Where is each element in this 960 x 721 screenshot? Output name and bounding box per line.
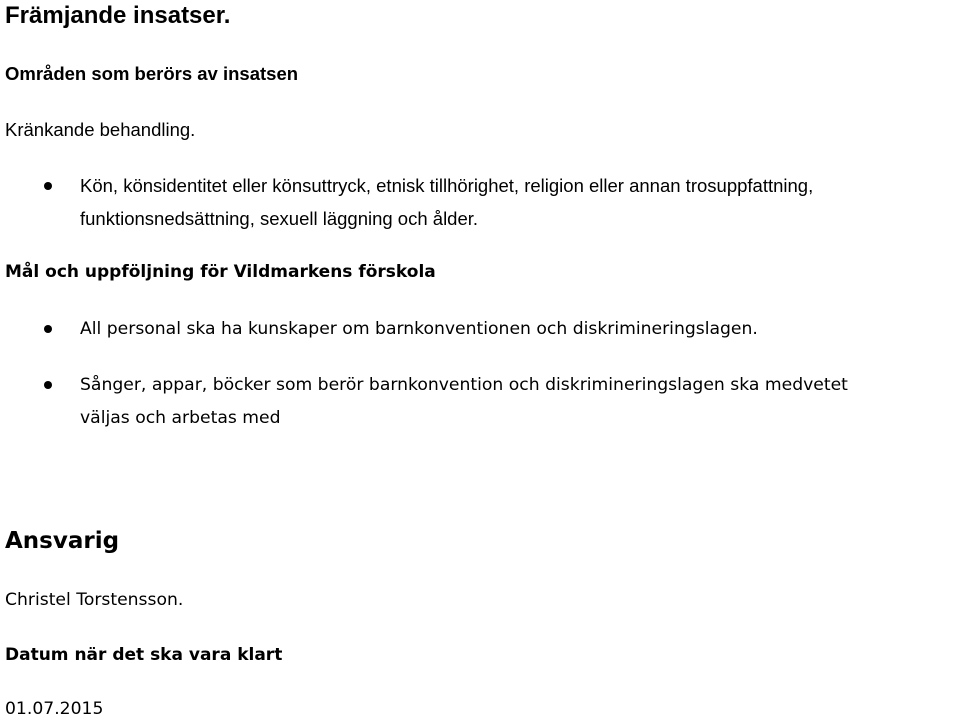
affected-areas-item-line2: funktionsnedsättning, sexuell läggning och ålder. [80,208,479,229]
responsible-heading: Ansvarig [5,528,120,554]
bullet-icon [44,182,52,190]
bullet-icon [44,381,52,389]
goals-item-1: All personal ska ha kunskaper om barnkonventionen och diskrimineringslagen. [80,319,758,339]
deadline-value: 01.07.2015 [5,699,104,719]
goals-heading: Mål och uppföljning för Vildmarkens förskola [5,262,436,282]
document-title: Främjande insatser. [5,2,231,29]
affected-areas-value: Kränkande behandling. [5,119,196,140]
affected-areas-item-line1: Kön, könsidentitet eller könsuttryck, etnisk tillhörighet, religion eller annan trosuppfattning, [80,175,814,196]
deadline-heading: Datum när det ska vara klart [5,645,283,665]
bullet-icon [44,325,52,333]
goals-item-2-line2: väljas och arbetas med [80,408,281,428]
responsible-value: Christel Torstensson. [5,590,184,610]
goals-item-2-line1: Sånger, appar, böcker som berör barnkonvention och diskrimineringslagen ska medvetet [80,375,848,395]
affected-areas-heading: Områden som berörs av insatsen [5,63,299,84]
